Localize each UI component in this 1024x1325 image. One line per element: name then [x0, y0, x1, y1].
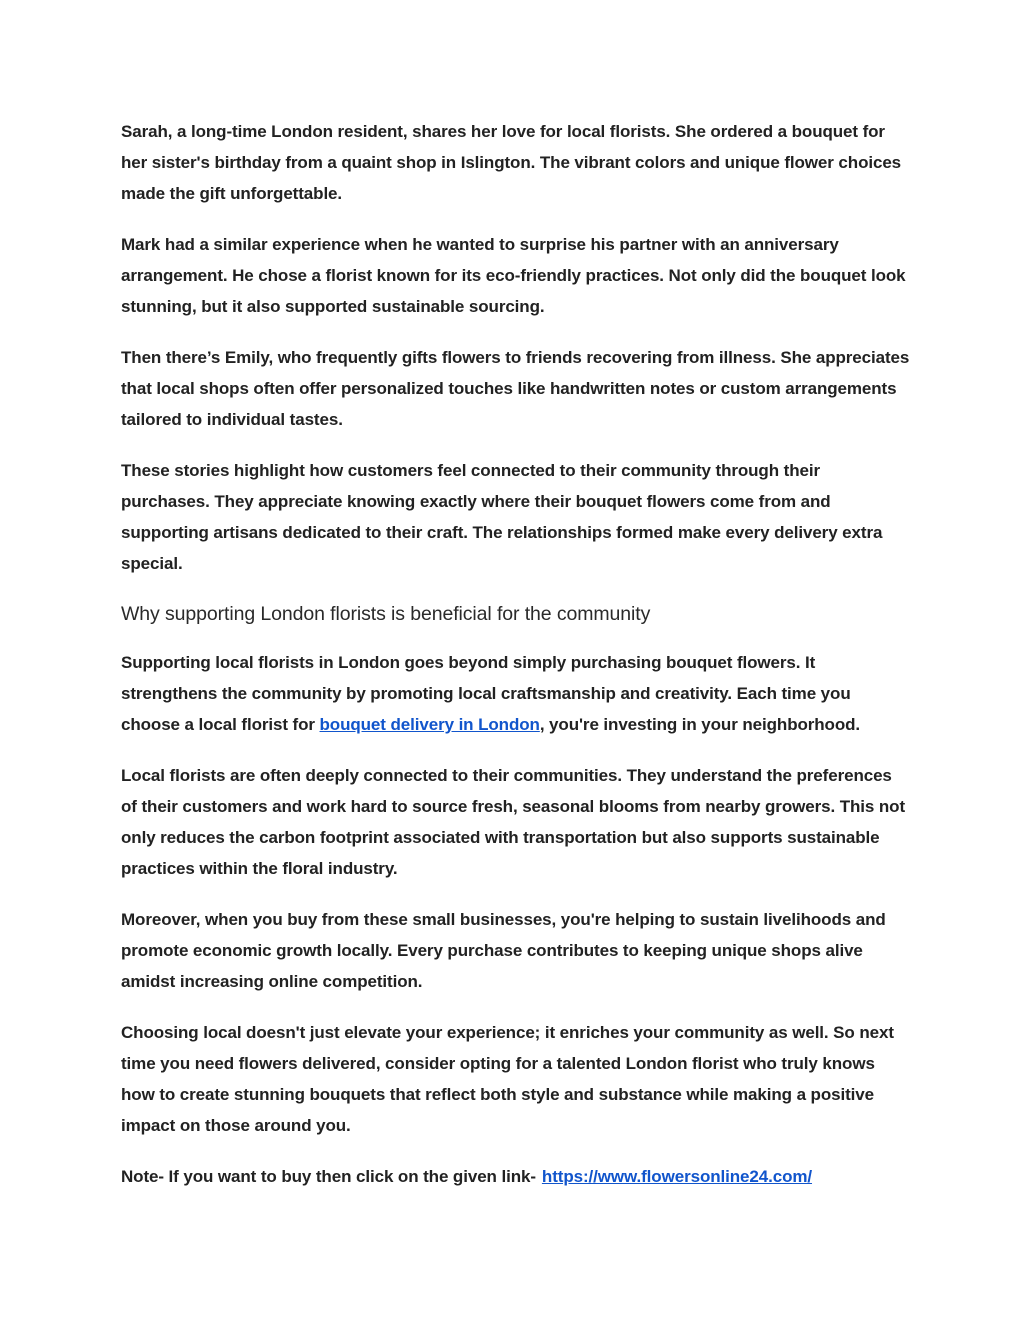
paragraph-supporting-text-before: Supporting local florists in London goes beyond simply purchasing bouquet flowers. It strengthens the community by promoting local craftsmanship and creativity. Each time you choose a local florist for [121, 653, 851, 734]
paragraph-choosing-local: Choosing local doesn't just elevate your experience; it enriches your community as well. So next time you need flowers delivered, consider opting for a talented London florist who truly knows how to create stunning bouquets that reflect both style and substance while making a positive impact on those around you. [121, 1023, 894, 1135]
website-link[interactable]: https://www.flowersonline24.com/ [541, 1167, 813, 1186]
bouquet-delivery-link[interactable]: bouquet delivery in London [319, 715, 540, 734]
note-label: Note- If you want to buy then click on the given link- [121, 1167, 536, 1186]
paragraph-local-florists: Local florists are often deeply connected to their communities. They understand the preferences of their customers and work hard to source fresh, seasonal blooms from nearby growers. This not only reduces the carbon footprint associated with transportation but also supports sustainable practices within the floral industry. [121, 766, 906, 878]
paragraph-supporting [121, 647, 911, 740]
paragraph-emily: Then there’s Emily, who frequently gifts flowers to friends recovering from illness. She appreciates that local shops often offer personalized touches like handwritten notes or custom arrangements tailored to individual tastes. [121, 348, 910, 429]
paragraph-stories: These stories highlight how customers feel connected to their community through their purchases. They appreciate knowing exactly where their bouquet flowers come from and supporting artisans dedicated to their craft. The relationships formed make every delivery extra special. [121, 461, 883, 573]
section-heading: Why supporting London florists is beneficial for the community [121, 603, 651, 625]
note-paragraph [121, 1161, 911, 1192]
document-page [121, 116, 911, 1212]
paragraph-moreover: Moreover, when you buy from these small businesses, you're helping to sustain livelihoods and promote economic growth locally. Every purchase contributes to keeping unique shops alive amidst increasing online competition. [121, 910, 886, 991]
paragraph-sarah: Sarah, a long-time London resident, shares her love for local florists. She ordered a bouquet for her sister's birthday from a quaint shop in Islington. The vibrant colors and unique flower choices made the gift unforgettable. [121, 122, 902, 203]
paragraph-supporting-text-after: , you're investing in your neighborhood. [539, 715, 861, 734]
paragraph-mark: Mark had a similar experience when he wanted to surprise his partner with an anniversary arrangement. He chose a florist known for its eco-friendly practices. Not only did the bouquet look stunning, but it also supported sustainable sourcing. [121, 235, 906, 316]
